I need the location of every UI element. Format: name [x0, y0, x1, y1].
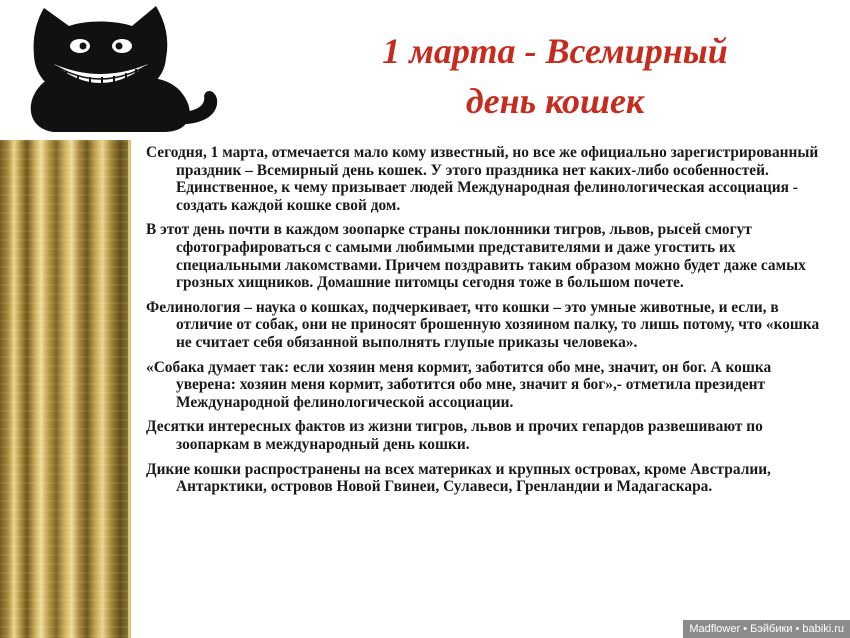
golden-pillar-decoration: [0, 140, 128, 638]
paragraph: Сегодня, 1 марта, отмечается мало кому известный, но все же официально зарегистрированный праздник – Всемирный день кошек. У этого праздника нет каких-либо особенностей. Единственное, к чему призывает людей Международная фелинологическая ассоциация - создать каждой кошке свой дом.: [146, 144, 819, 214]
page-title: [330, 26, 780, 126]
pillar-shading: [0, 140, 128, 638]
title-line-2: день кошек: [465, 81, 645, 121]
article-body: [146, 144, 826, 503]
black-cat-icon: [14, 4, 264, 144]
paragraph: Дикие кошки распространены на всех материках и крупных островах, кроме Австралии, Антарктики, островов Новой Гвинеи, Сулавеси, Гренландии и Мадагаскара.: [146, 460, 771, 496]
watermark: Madflower • Бэйбики • babiki.ru: [683, 620, 850, 638]
title-line-1: 1 марта - Всемирный: [382, 31, 728, 71]
paragraph: «Собака думает так: если хозяин меня кормит, заботится обо мне, значит, он бог. А кошка уверена: хозяин меня кормит, заботится обо мне, значит я бог»,- отметила президент Международной фелинологической ассоциации.: [146, 358, 772, 411]
pillar-edge: [128, 140, 131, 638]
paragraph: Фелинология – наука о кошках, подчеркивает, что кошки – это умные животные, и если, в отличие от собак, они не приносят брошенную хозяином палку, то лишь потому, что «кошка не считает себя обязанной выполнять глупые приказы человека».: [146, 298, 820, 351]
paragraph: Десятки интересных фактов из жизни тигров, львов и прочих гепардов развешивают по зоопаркам в международный день кошки.: [146, 418, 763, 453]
paragraph: В этот день почти в каждом зоопарке страны поклонники тигров, львов, рысей смогут сфотографироваться с самыми любимыми представителями и даже угостить их специальными лакомствами. Причем поздравить таким образом можно будет даже самых грозных хищников. Домашние питомцы сегодня тоже в большом почете.: [146, 221, 806, 292]
